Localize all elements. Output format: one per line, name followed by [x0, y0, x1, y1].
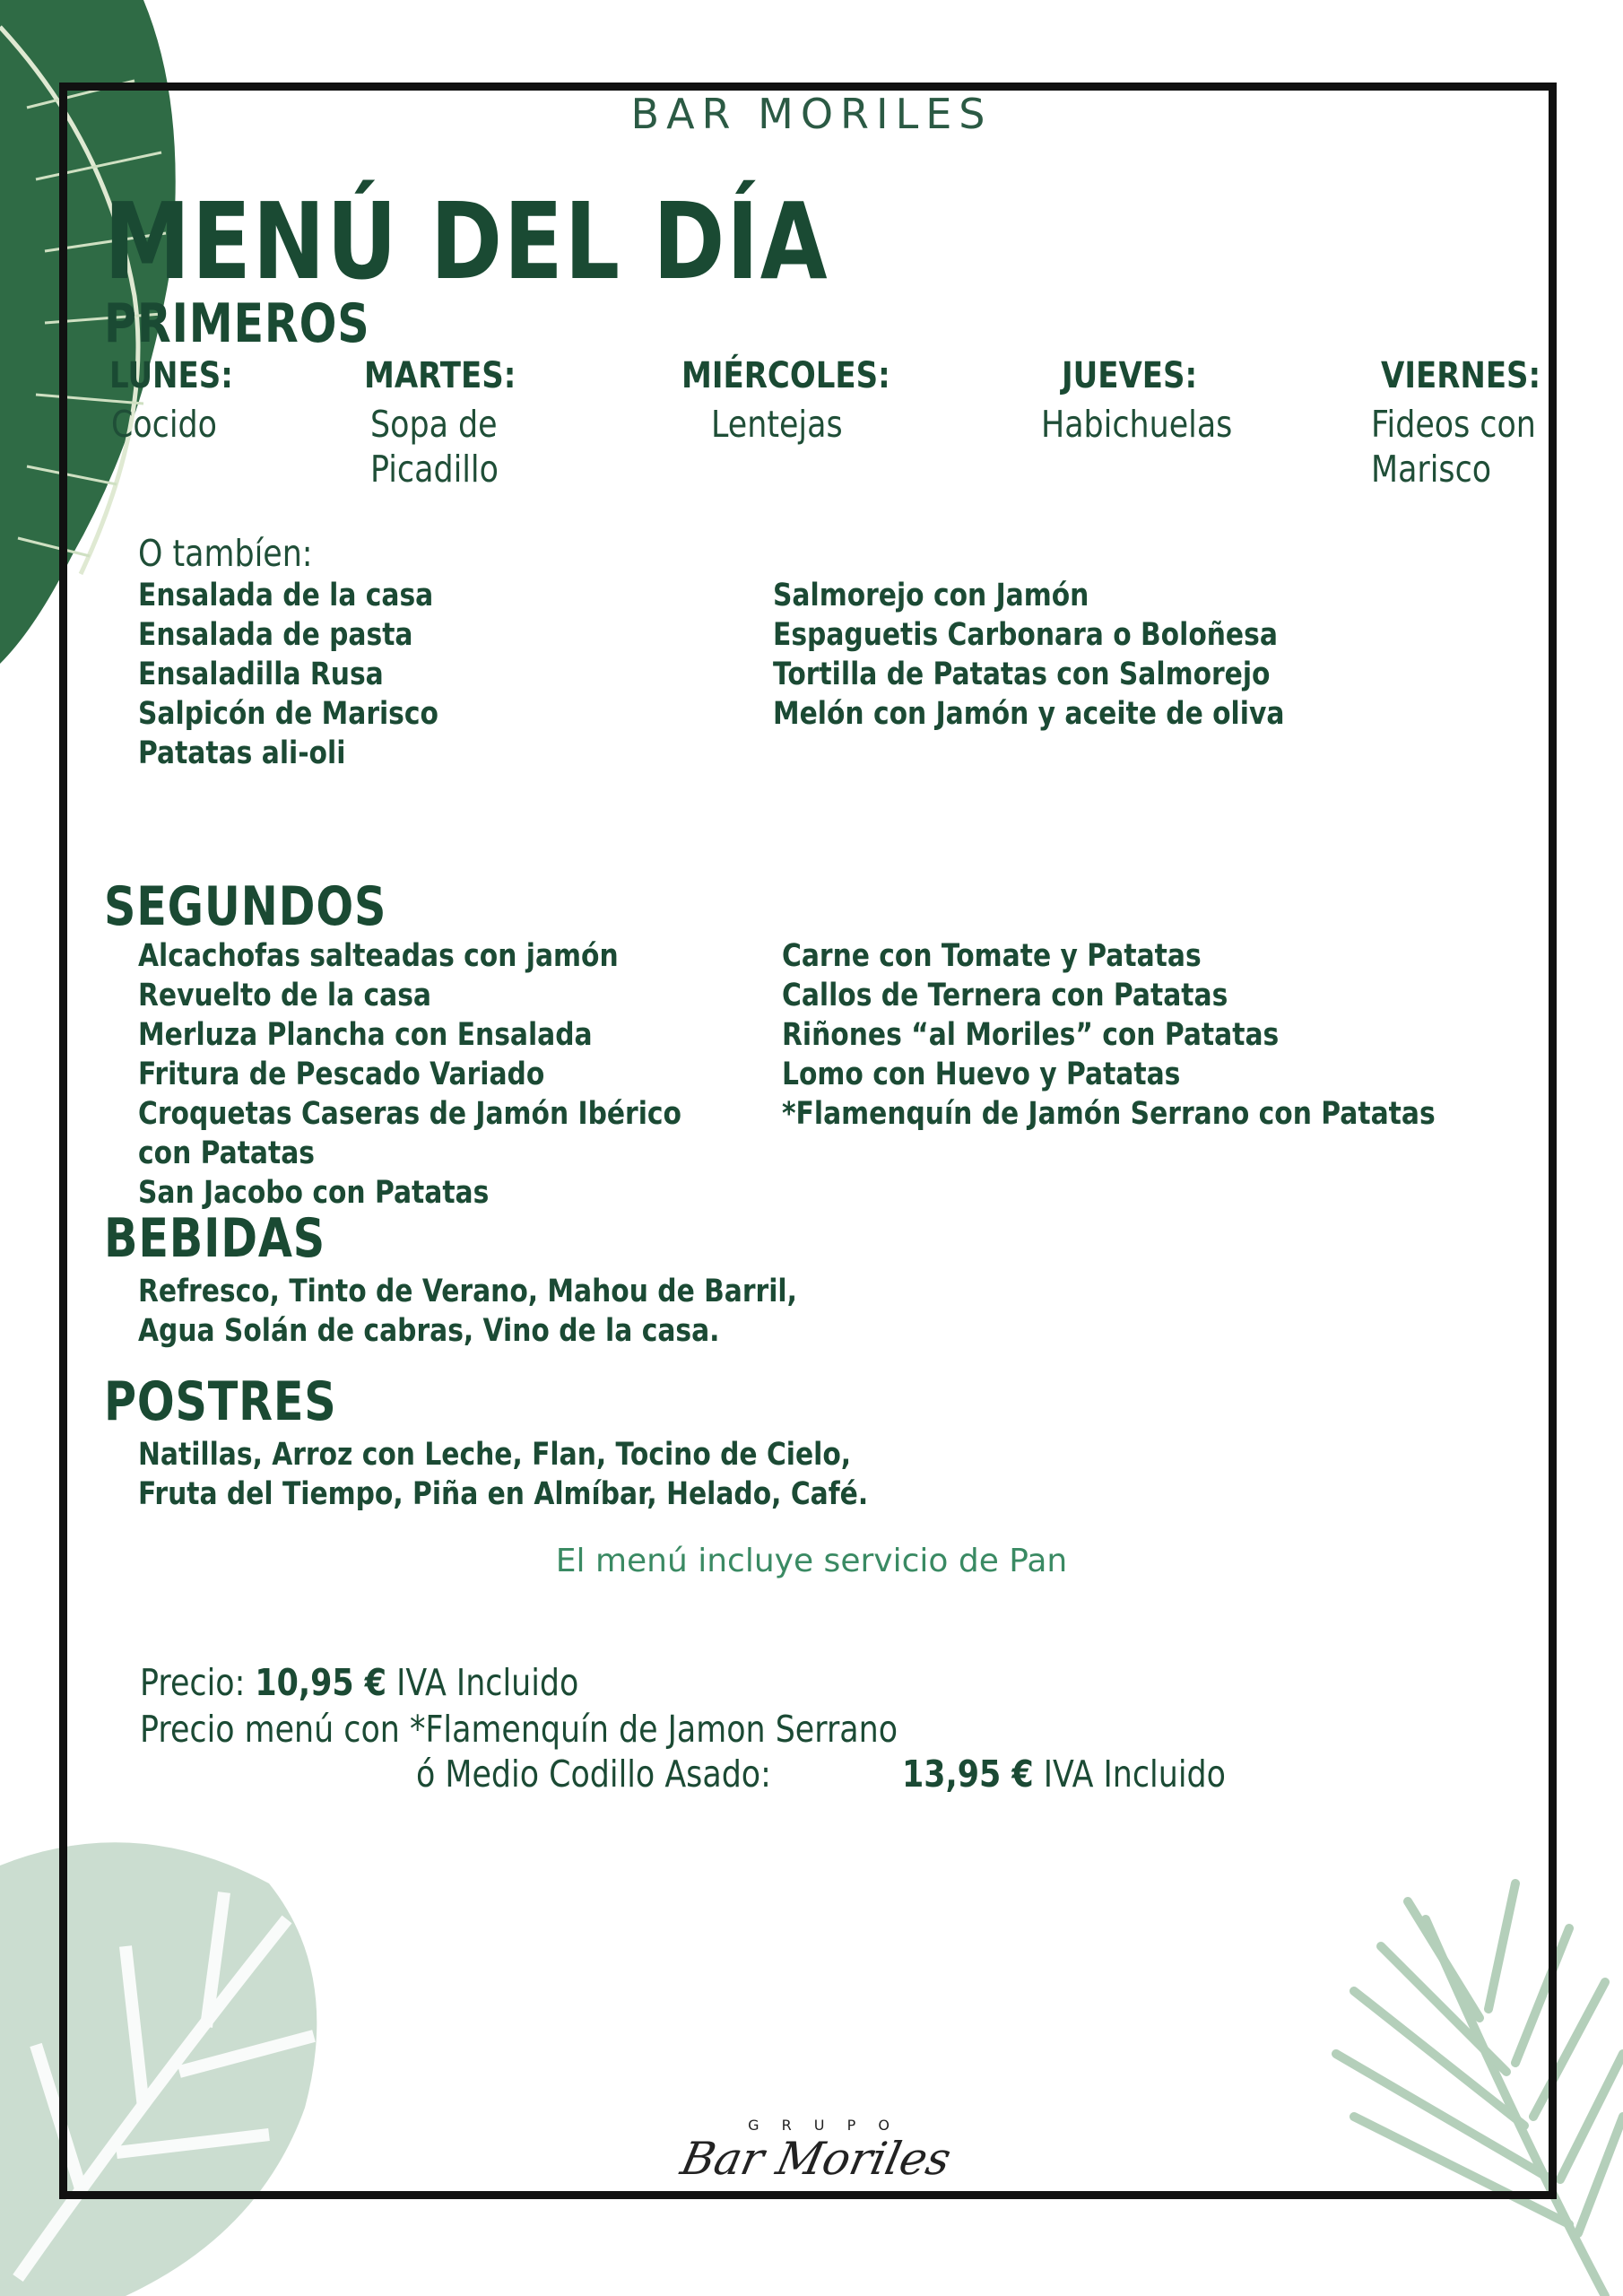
also-label: O tambíen:	[138, 532, 313, 575]
list-item: Patatas ali-oli	[138, 735, 346, 771]
list-item: Salpicón de Marisco	[138, 696, 438, 732]
price-line-1	[140, 1661, 578, 1704]
list-item: San Jacobo con Patatas	[138, 1175, 490, 1211]
list-item: Refresco, Tinto de Verano, Mahou de Barril,	[138, 1274, 797, 1309]
list-item: Ensalada de pasta	[138, 617, 413, 653]
list-item: Callos de Ternera con Patatas	[782, 978, 1228, 1013]
day-friday-dish: Fideos con Marisco	[1371, 403, 1536, 491]
list-item: Fritura de Pescado Variado	[138, 1057, 545, 1092]
list-item: Alcachofas salteadas con jamón	[138, 938, 619, 974]
bread-service-note: El menú incluye servicio de Pan	[555, 1543, 1068, 1579]
list-item: Riñones “al Moriles” con Patatas	[782, 1017, 1280, 1053]
bebidas-heading: BEBIDAS	[104, 1207, 326, 1270]
special-price-suffix: IVA Incluido	[1043, 1752, 1226, 1796]
list-item: Agua Solán de cabras, Vino de la casa.	[138, 1313, 720, 1349]
segundos-list-left	[138, 936, 681, 1213]
list-item: *Flamenquín de Jamón Serrano con Patatas	[782, 1096, 1436, 1132]
list-item: Carne con Tomate y Patatas	[782, 938, 1202, 974]
also-list-right	[773, 576, 1284, 734]
list-item: Tortilla de Patatas con Salmorejo	[773, 657, 1271, 692]
list-item: Revuelto de la casa	[138, 978, 432, 1013]
special-price-value: 13,95 €	[902, 1752, 1034, 1796]
list-item: Lomo con Huevo y Patatas	[782, 1057, 1181, 1092]
logo-script-text: Bar Moriles	[676, 2133, 956, 2185]
list-item: Natillas, Arroz con Leche, Flan, Tocino de Cielo,	[138, 1437, 852, 1473]
bebidas-list	[138, 1272, 797, 1351]
price-value: 10,95 €	[255, 1661, 387, 1704]
price-line-2: Precio menú con *Flamenquín de Jamon Serrano	[140, 1708, 898, 1751]
price-label: Precio:	[140, 1661, 246, 1704]
day-tuesday-dish: Sopa de Picadillo	[370, 403, 499, 491]
day-thursday-label: JUEVES:	[1062, 355, 1198, 396]
postres-heading: POSTRES	[104, 1370, 337, 1433]
list-item: con Patatas	[138, 1135, 316, 1171]
list-item: Ensaladilla Rusa	[138, 657, 384, 692]
day-monday-dish: Cocido	[111, 403, 217, 446]
day-friday-label: VIERNES:	[1381, 355, 1541, 396]
list-item: Croquetas Caseras de Jamón Ibérico	[138, 1096, 681, 1132]
list-item: Fruta del Tiempo, Piña en Almíbar, Helado, Café.	[138, 1476, 869, 1512]
day-wednesday-label: MIÉRCOLES:	[681, 355, 890, 396]
list-item: Merluza Plancha con Ensalada	[138, 1017, 593, 1053]
day-tuesday-label: MARTES:	[364, 355, 516, 396]
price-line-3	[902, 1752, 1226, 1796]
list-item: Espaguetis Carbonara o Boloñesa	[773, 617, 1278, 653]
also-list-left	[138, 576, 438, 773]
page-title: MENÚ DEL DÍA	[104, 179, 829, 303]
postres-list	[138, 1435, 868, 1514]
list-item: Ensalada de la casa	[138, 578, 434, 613]
price-line-3-label: ó Medio Codillo Asado:	[416, 1752, 771, 1796]
day-wednesday-dish: Lentejas	[711, 403, 843, 446]
day-monday-label: LUNES:	[109, 355, 233, 396]
list-item: Melón con Jamón y aceite de oliva	[773, 696, 1285, 732]
list-item: Salmorejo con Jamón	[773, 578, 1089, 613]
day-thursday-dish: Habichuelas	[1041, 403, 1233, 446]
brand-name: BAR MORILES	[630, 90, 993, 138]
grupo-bar-moriles-logo	[664, 2117, 959, 2206]
primeros-heading: PRIMEROS	[104, 292, 370, 355]
segundos-heading: SEGUNDOS	[104, 875, 387, 938]
logo-grupo-text: G R U P O	[748, 2117, 898, 2134]
price-suffix: IVA Incluido	[396, 1661, 579, 1704]
segundos-list-right	[782, 936, 1436, 1134]
